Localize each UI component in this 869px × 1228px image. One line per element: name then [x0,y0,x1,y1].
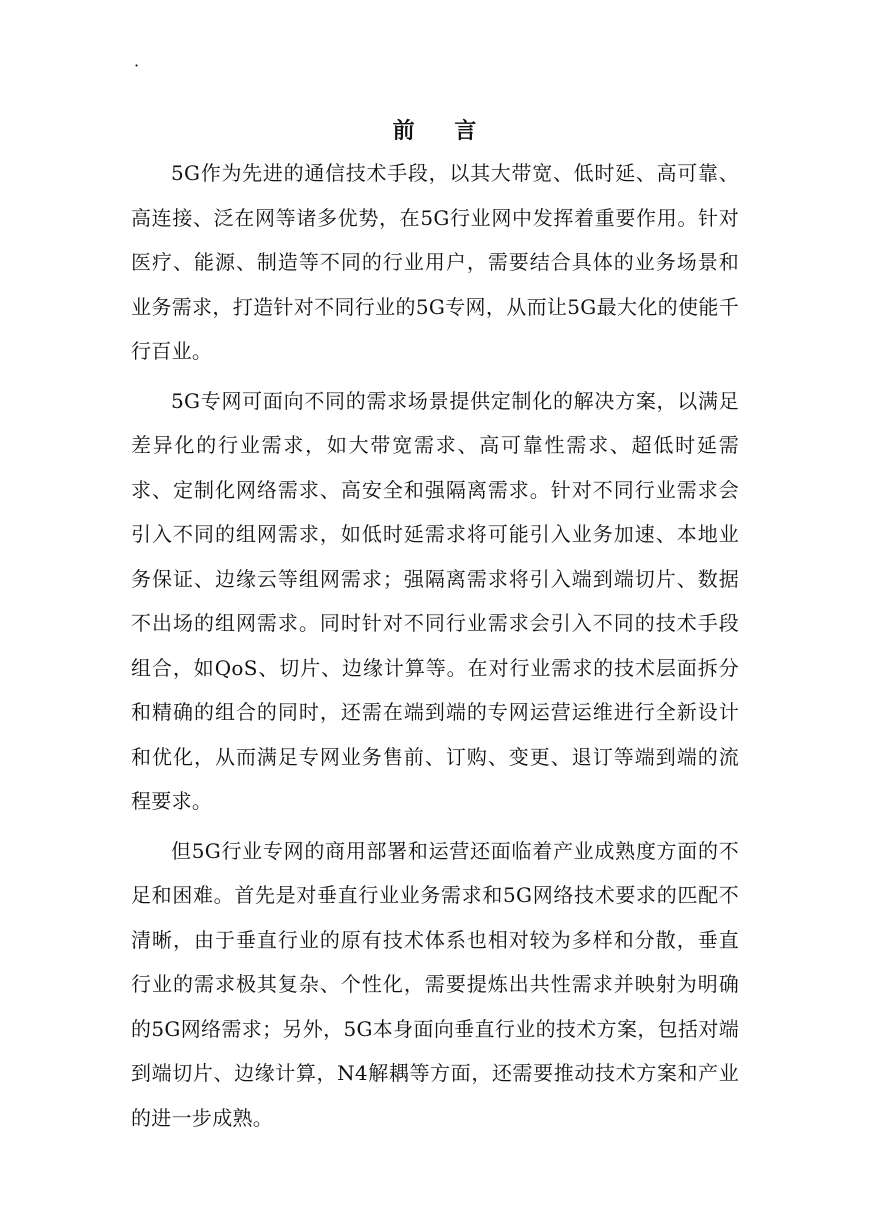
paragraph-1: 5G作为先进的通信技术手段，以其大带宽、低时延、高可靠、高连接、泛在网等诸多优势，在5G行业网中发挥着重要作用。针对医疗、能源、制造等不同的行业用户，需要结合具体的业务场景和业务需求，打造针对不同行业的5G专网，从而让5G最大化的使能千行百业。 [131,161,739,363]
top-dot-mark: · [134,56,140,75]
page-title: 前 言 [392,119,493,144]
document-body [131,151,739,1140]
paragraph-2: 5G专网可面向不同的需求场景提供定制化的解决方案，以满足差异化的行业需求，如大带宽需求、高可靠性需求、超低时延需求、定制化网络需求、高安全和强隔离需求。针对不同行业需求会引入不同的组网需求，如低时延需求将可能引入业务加速、本地业务保证、边缘云等组网需求；强隔离需求将引入端到端切片、数据不出场的组网需求。同时针对不同行业需求会引入不同的技术手段组合，如QoS、切片、边缘计算等。在对行业需求的技术层面拆分和精确的组合的同时，还需在端到端的专网运营运维进行全新设计和优化，从而满足专网业务售前、订购、变更、退订等端到端的流程要求。 [131,388,739,813]
paragraph-3: 但5G行业专网的商用部署和运营还面临着产业成熟度方面的不足和困难。首先是对垂直行业业务需求和5G网络技术要求的匹配不清晰，由于垂直行业的原有技术体系也相对较为多样和分散，垂直行业的需求极其复杂、个性化，需要提炼出共性需求并映射为明确的5G网络需求；另外，5G本身面向垂直行业的技术方案，包括对端到端切片、边缘计算，N4解耦等方面，还需要推动技术方案和产业的进一步成熟。 [131,838,739,1130]
